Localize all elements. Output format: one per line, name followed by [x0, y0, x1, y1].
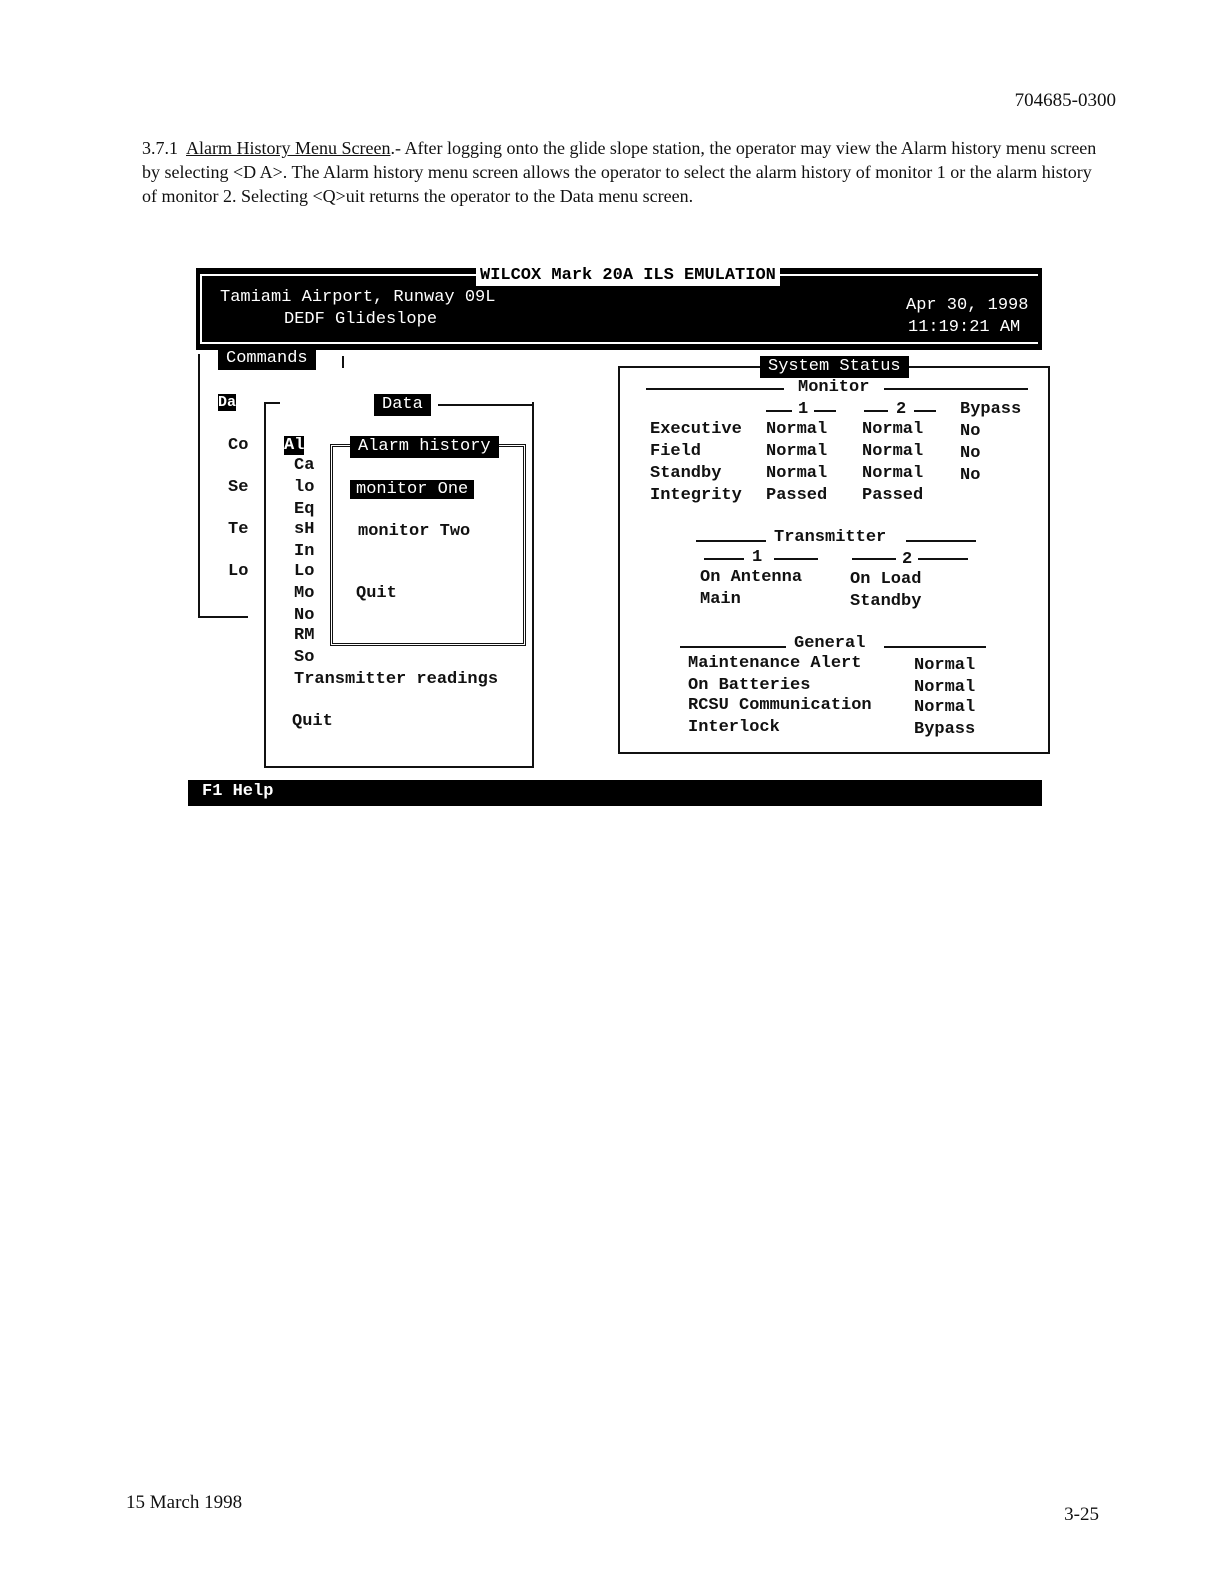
paragraph-body: .- After logging onto the glide slope station, the operator may view the Alarm history menu screen by selecting <D A>. The Alarm history menu screen allows the operator to select the alarm history of monitor 1 or the alarm history of monitor 2. Selecting <Q>uit returns the operator to the Data menu screen. — [142, 138, 1097, 206]
data-item[interactable]: lo — [294, 478, 315, 497]
command-item[interactable]: Lo — [228, 562, 249, 581]
command-item[interactable]: Se — [228, 478, 249, 497]
help-bar[interactable] — [188, 780, 1042, 806]
status-row-bypass: No — [960, 444, 981, 463]
help-key[interactable]: F1 Help — [202, 782, 274, 801]
section-title: Alarm History Menu Screen — [186, 138, 391, 158]
document-number: 704685-0300 — [1014, 90, 1116, 111]
monitor-one-item[interactable]: monitor One — [350, 480, 474, 499]
data-item[interactable]: Ca — [294, 456, 315, 475]
monitor-col-2: 2 — [896, 400, 907, 419]
data-menu-label: Data — [374, 394, 431, 416]
section-paragraph — [142, 136, 1110, 208]
commands-label: Commands — [218, 348, 316, 370]
status-row-name: Standby — [650, 464, 722, 483]
command-item[interactable]: Te — [228, 520, 249, 539]
time-text: 11:19:21 AM — [908, 318, 1021, 337]
command-item[interactable]: Co — [228, 436, 249, 455]
alarm-history-label: Alarm history — [350, 436, 499, 458]
tx1-role: Main — [700, 590, 741, 609]
tx2-status: On Load — [850, 570, 922, 589]
section-number: 3.7.1 — [142, 138, 178, 158]
general-row-name: On Batteries — [688, 676, 811, 695]
status-row-m2: Passed — [862, 486, 924, 505]
data-quit-item[interactable]: Quit — [292, 712, 333, 731]
station-text: DEDF Glideslope — [284, 310, 438, 329]
location-text: Tamiami Airport, Runway 09L — [220, 288, 496, 307]
screen-header — [196, 268, 1042, 350]
general-row-value: Bypass — [914, 720, 976, 739]
status-row-bypass: No — [960, 422, 981, 441]
status-row-m1: Normal — [766, 464, 828, 483]
status-row-m2: Normal — [862, 420, 924, 439]
general-row-value: Normal — [914, 678, 976, 697]
transmitter-readings-item[interactable]: Transmitter readings — [294, 670, 499, 689]
tx2-role: Standby — [850, 592, 922, 611]
monitor-col-1: 1 — [798, 400, 809, 419]
status-row-m1: Normal — [766, 420, 828, 439]
page-number: 3-25 — [1064, 1504, 1099, 1525]
emulation-screen — [188, 262, 1042, 808]
data-item[interactable]: No — [294, 606, 315, 625]
system-status-label: System Status — [760, 356, 909, 378]
data-item[interactable]: RM — [294, 626, 315, 645]
monitor-two-item[interactable]: monitor Two — [358, 522, 471, 541]
alarm-quit-item[interactable]: Quit — [356, 584, 397, 603]
status-row-m1: Passed — [766, 486, 828, 505]
footer-date: 15 March 1998 — [126, 1492, 243, 1513]
status-row-name: Executive — [650, 420, 742, 439]
general-row-value: Normal — [914, 656, 976, 675]
status-row-m2: Normal — [862, 442, 924, 461]
general-row-name: RCSU Communication — [688, 696, 872, 715]
general-heading: General — [794, 634, 866, 653]
date-text: Apr 30, 1998 — [906, 296, 1029, 315]
data-item[interactable]: sH — [294, 520, 315, 539]
data-item-alarm[interactable]: Al — [284, 436, 305, 455]
status-row-m2: Normal — [862, 464, 924, 483]
command-item[interactable]: Da — [218, 394, 237, 411]
general-row-value: Normal — [914, 698, 976, 717]
general-row-name: Maintenance Alert — [688, 654, 862, 673]
status-row-name: Field — [650, 442, 702, 461]
data-item[interactable]: Lo — [294, 562, 315, 581]
general-row-name: Interlock — [688, 718, 780, 737]
data-item[interactable]: So — [294, 648, 315, 667]
status-row-bypass: No — [960, 466, 981, 485]
transmitter-heading: Transmitter — [774, 528, 887, 547]
monitor-heading: Monitor — [798, 378, 870, 397]
data-item[interactable]: Eq — [294, 500, 315, 519]
transmitter-col-2: 2 — [902, 550, 913, 569]
screen-title: WILCOX Mark 20A ILS EMULATION — [476, 266, 780, 286]
transmitter-col-1: 1 — [752, 548, 763, 567]
data-item[interactable]: Mo — [294, 584, 315, 603]
data-item[interactable]: In — [294, 542, 315, 561]
alarm-history-panel — [330, 444, 526, 646]
status-row-m1: Normal — [766, 442, 828, 461]
status-row-name: Integrity — [650, 486, 742, 505]
monitor-col-bypass: Bypass — [960, 400, 1022, 419]
tx1-status: On Antenna — [700, 568, 803, 587]
